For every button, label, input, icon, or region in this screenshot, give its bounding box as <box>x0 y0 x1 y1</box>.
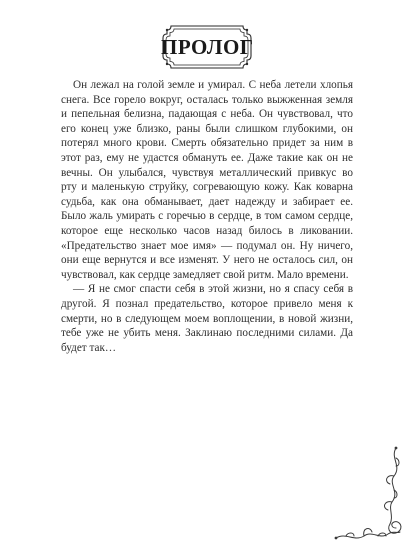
chapter-title: ПРОЛОГ <box>161 35 254 59</box>
paragraph-1: Он лежал на голой земле и умирал. С неба летели хлопья снега. Все горело вокруг, осталась только выжженная земля и пепельная белизна, падающая с неба. Он чувствовал, что его конец уже близко, раны были слишком глубокими, он потерял много крови. Смерть обязательно придет за ним в этот раз, ему не удастся обмануть ее. Даже такие как он не вечны. Он улыбался, чувствуя металлический привкус во рту и маленькую струйку, согревающую кожу. Как коварна судьба, как она обманывает, дает надежду и забирает ее. Было жаль умирать с горечью в сердце, в том самом сердце, которое еще несколько часов назад билось в ликовании. «Предательство знает мое имя» — подумал он. Ну ничего, они еще вернутся и все изменят. У него не осталось сил, он чувствовал, как сердце замедляет свой ритм. Мало времени. <box>61 79 353 281</box>
flourish-corner-icon <box>334 446 404 547</box>
paragraph-2: — Я не смог спасти себя в этой жизни, но я спасу себя в другой. Я познал предательство, которое привело меня к смерти, но в следующем моем воплощении, в новой жизни, тебе уже не убить меня. Заклинаю последними силами. Да будет так… <box>61 283 353 354</box>
chapter-title-frame <box>161 24 253 70</box>
chapter-body <box>61 78 353 355</box>
